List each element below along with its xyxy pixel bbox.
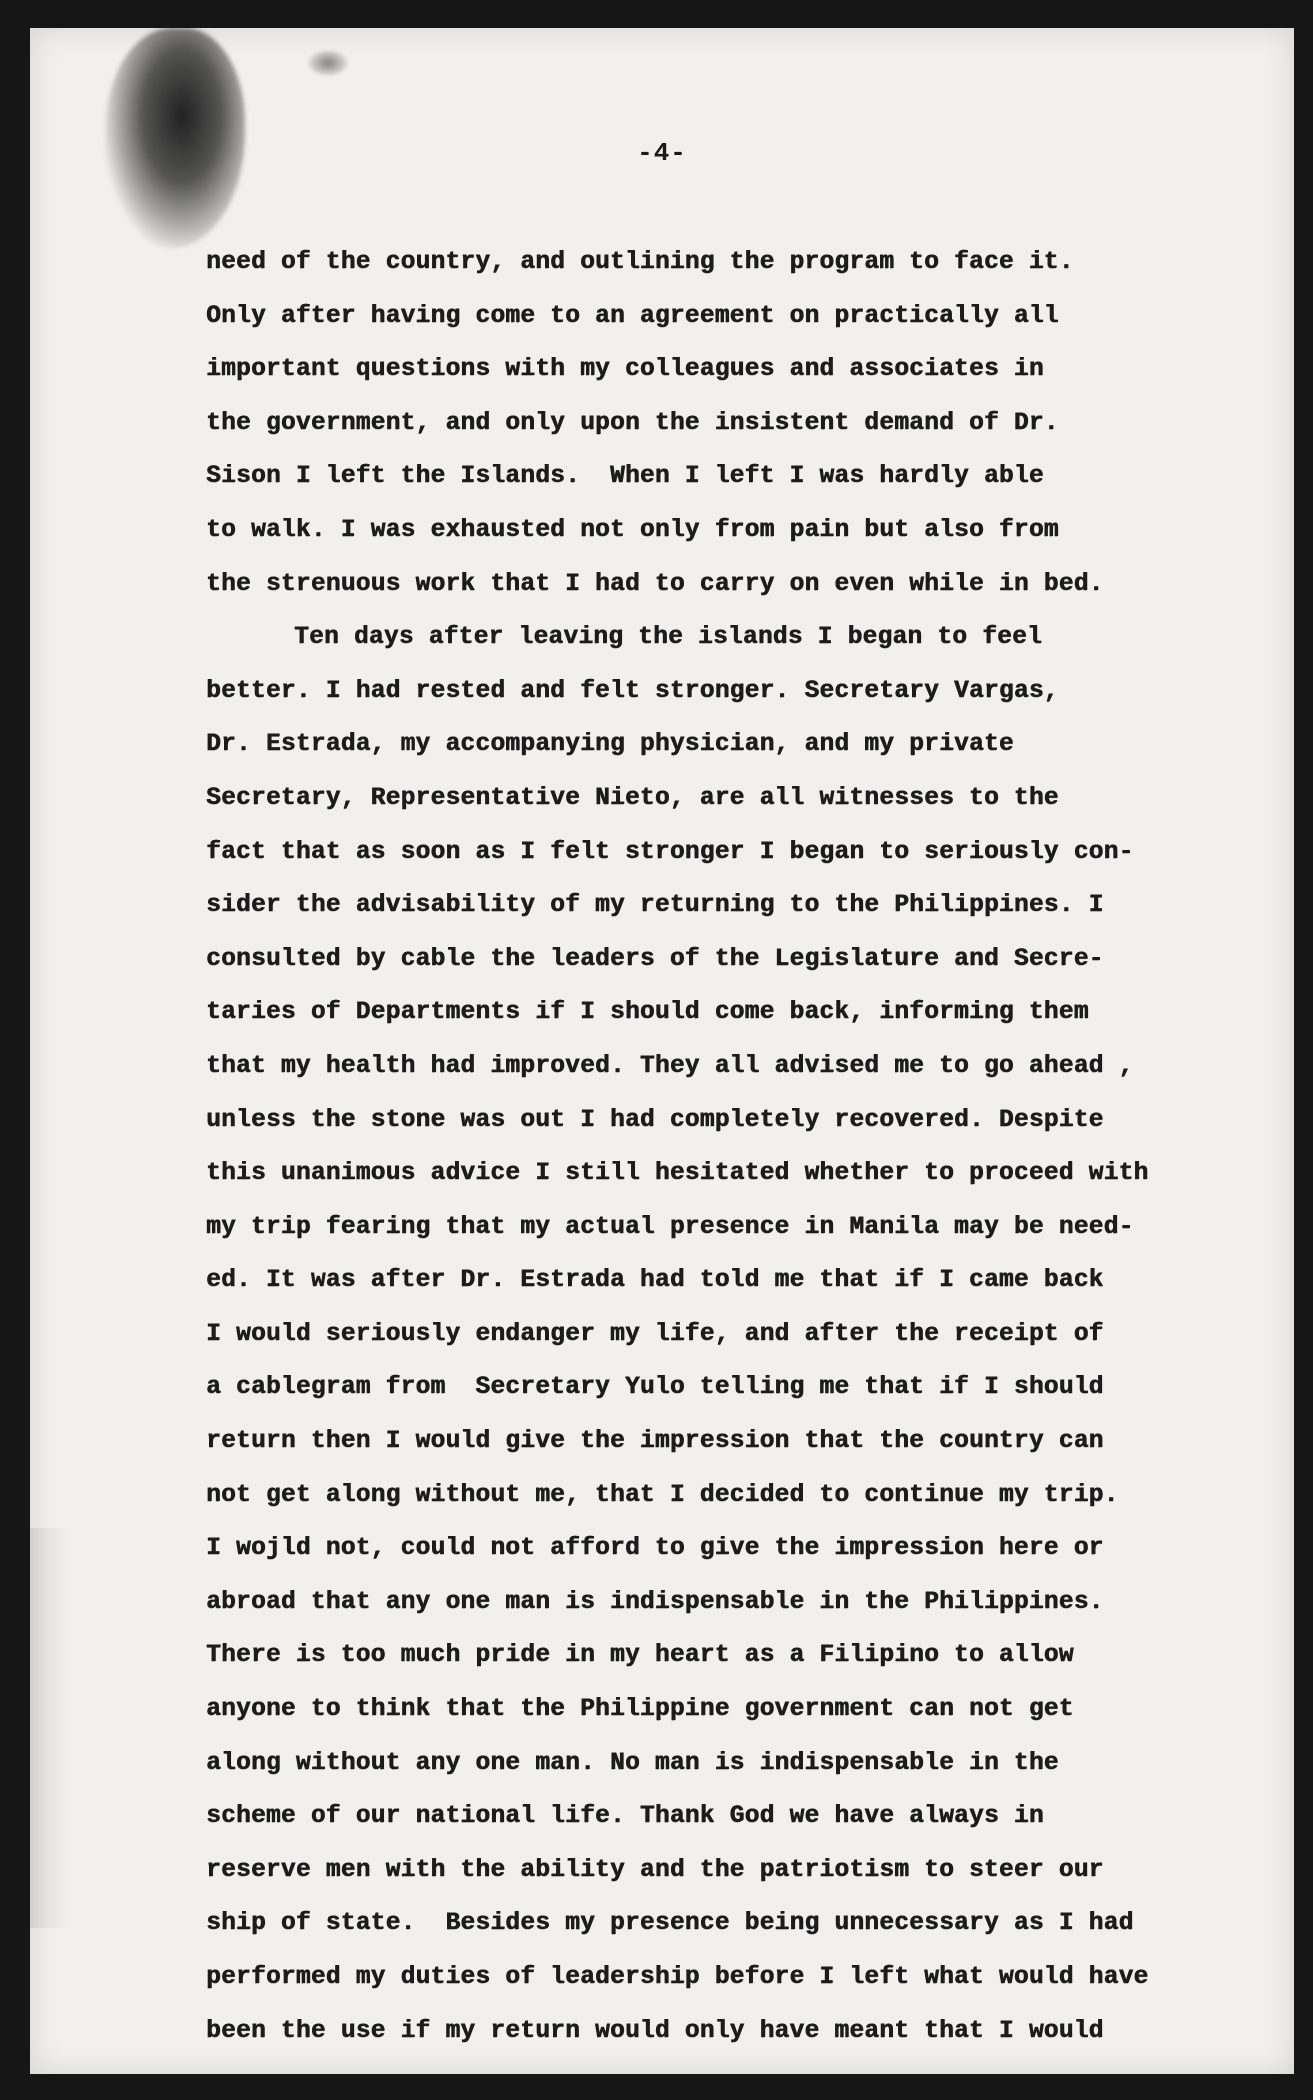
text-line: my trip fearing that my actual presence in Manila may be need- xyxy=(206,1213,1134,1241)
text-line: taries of Departments if I should come back, informing them xyxy=(206,999,1089,1027)
text-line: There is too much pride in my heart as a Filipino to allow xyxy=(206,1642,1074,1670)
text-line: anyone to think that the Philippine government can not get xyxy=(206,1696,1074,1724)
text-line: the government, and only upon the insistent demand of Dr. xyxy=(206,409,1059,437)
text-line: return then I would give the impression that the country can xyxy=(206,1428,1104,1456)
text-line: scheme of our national life. Thank God we have always in xyxy=(206,1803,1044,1831)
text-line: Ten days after leaving the islands I began to feel xyxy=(294,624,1042,652)
text-line: reserve men with the ability and the patriotism to steer our xyxy=(206,1856,1104,1884)
text-line: Sison I left the Islands. When I left I was hardly able xyxy=(206,463,1044,491)
text-line: fact that as soon as I felt stronger I began to seriously con- xyxy=(206,838,1134,866)
text-line: I would seriously endanger my life, and after the receipt of xyxy=(206,1320,1104,1348)
text-line: ship of state. Besides my presence being unnecessary as I had xyxy=(206,1910,1134,1938)
text-line: I wojld not, could not afford to give the impression here or xyxy=(206,1535,1104,1563)
text-line: Only after having come to an agreement on practically all xyxy=(206,302,1059,330)
text-line: sider the advisability of my returning to the Philippines. I xyxy=(206,892,1104,920)
typewritten-page xyxy=(30,28,1294,2074)
text-line: abroad that any one man is indispensable in the Philippines. xyxy=(206,1588,1104,1616)
text-line: ed. It was after Dr. Estrada had told me that if I came back xyxy=(206,1267,1104,1295)
text-line: this unanimous advice I still hesitated whether to proceed with xyxy=(206,1160,1149,1188)
text-line: need of the country, and outlining the program to face it. xyxy=(206,249,1074,276)
text-line: a cablegram from Secretary Yulo telling me that if I should xyxy=(206,1374,1104,1402)
text-line: Secretary, Representative Nieto, are all witnesses to the xyxy=(206,784,1059,812)
body-text xyxy=(206,236,1216,2058)
text-line: the strenuous work that I had to carry on even while in bed. xyxy=(206,570,1104,598)
text-line: been the use if my return would only have meant that I would xyxy=(206,2017,1104,2045)
text-line: to walk. I was exhausted not only from pain but also from xyxy=(206,516,1059,544)
text-line: Dr. Estrada, my accompanying physician, and my private xyxy=(206,731,1014,759)
text-line: that my health had improved. They all advised me to go ahead , xyxy=(206,1052,1134,1080)
text-line: not get along without me, that I decided to continue my trip. xyxy=(206,1481,1119,1509)
text-line: better. I had rested and felt stronger. Secretary Vargas, xyxy=(206,677,1059,705)
page-stain xyxy=(30,1528,70,1928)
ink-speck xyxy=(308,50,348,76)
text-line: important questions with my colleagues and associates in xyxy=(206,356,1044,384)
text-line: consulted by cable the leaders of the Legislature and Secre- xyxy=(206,945,1104,973)
text-line: unless the stone was out I had completely recovered. Despite xyxy=(206,1106,1104,1134)
text-line: along without any one man. No man is indispensable in the xyxy=(206,1749,1059,1777)
text-line: performed my duties of leadership before I left what would have xyxy=(206,1964,1149,1991)
page-number: -4- xyxy=(637,138,687,168)
